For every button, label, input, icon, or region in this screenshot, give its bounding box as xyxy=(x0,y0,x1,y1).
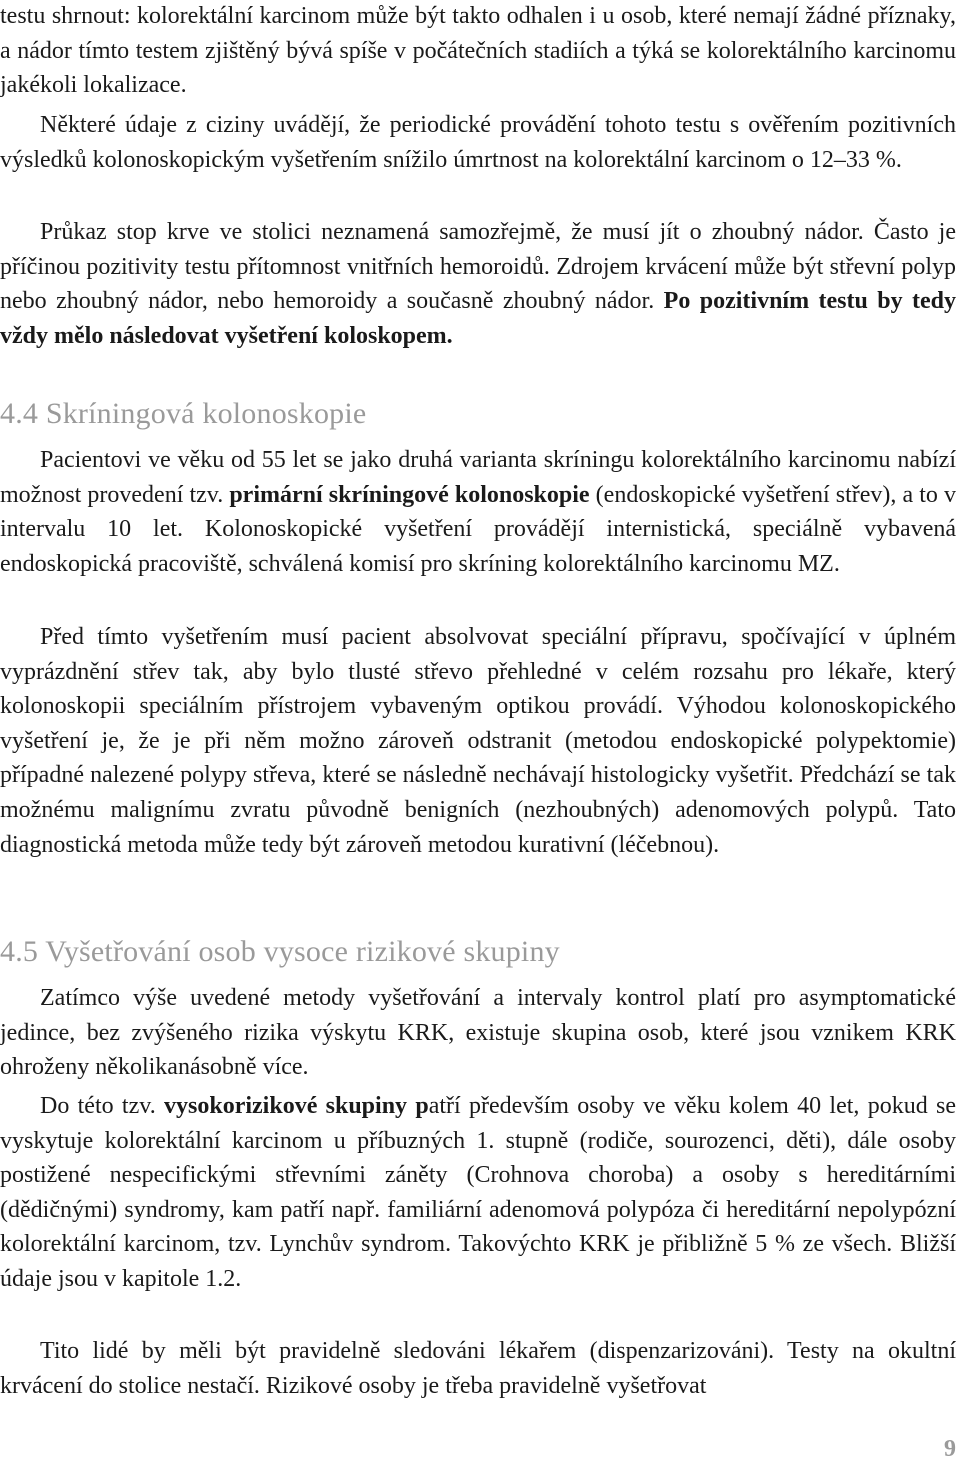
paragraph-foreign-data: Některé údaje z ciziny uvádějí, že periodické provádění tohoto testu s ověřením pozitivních výsledků kolonoskopickým vyšetřením snížilo úmrtnost na kolorektální karcinom o 12–33 %. xyxy=(0,112,956,173)
screening-bold-term: primární skríningové kolonoskopie xyxy=(229,481,590,508)
screening-text-a: Pacientovi ve věku od 55 let se jako druhá varianta skríningu kolorektálního karcinomu nabízí možnost provedení tzv. xyxy=(0,447,956,508)
paragraph-blood-test xyxy=(0,215,956,353)
blood-test-bold-conclusion: Po pozitivním testu by tedy vždy mělo následovat vyšetření koloskopem. xyxy=(0,288,956,349)
paragraph-screening-colonoscopy xyxy=(0,443,956,581)
paragraph-intro-continuation: testu shrnout: kolorektální karcinom může být takto odhalen i u osob, které nemají žádné příznaky, a nádor tímto testem zjištěný bývá spíše v počátečních stadiích a týká se kolorektálního karcinomu jakékoli lokalizace. xyxy=(0,3,956,99)
paragraph-risk-intro: Zatímco výše uvedené metody vyšetřování a intervaly kontrol platí pro asymptomatické jedince, bez zvýšeného rizika výskytu KRK, existuje skupina osob, které jsou vznikem KRK ohroženy několikanásobně více. xyxy=(0,985,956,1081)
screening-text-b: (endoskopické vyšetření střev), a to v intervalu 10 let. Kolonoskopické vyšetření provádějí internistická, speciálně vybavená endoskopická pracoviště, schválená komisí pro skríning kolorektálního karcinomu MZ. xyxy=(0,481,956,577)
paragraph-preparation: Před tímto vyšetřením musí pacient absolvovat speciální přípravu, spočívající v úplném vyprázdnění střev tak, aby bylo tlusté střevo přehledné v celém rozsahu pro lékaře, který kolonoskopii speciálním přístrojem vybaveným optikou provádí. Výhodou kolonoskopického vyšetření je, že je při něm možno zároveň odstranit (metodou endoskopické polypektomie) případné nalezené polypy střeva, které se následně nechávají histologicky vyšetřit. Předchází se tak možnému malignímu zvratu původně benigních (nezhoubných) adenomových polypů. Tato diagnostická metoda může tedy být zároveň metodou kurativní (léčebnou). xyxy=(0,624,956,858)
section-heading-4-5 xyxy=(0,934,560,970)
section-number-4-5: 4.5 xyxy=(0,935,39,968)
high-risk-text-b: atří především osoby ve věku kolem 40 let, pokud se vyskytuje kolorektální karcinom u příbuzných 1. stupně (rodiče, sourozenci, děti), dále osoby postižené nespecifickými střevními záněty (Crohnova choroba) a osoby s hereditárními (dědičnými) syndromy, kam patří např. familiární adenomová polypóza či hereditární nepolypózní kolorektální karcinom, tzv. Lynchův syndrom. Takovýchto KRK je přibližně 5 % ze všech. Bližší údaje jsou v kapitole 1.2. xyxy=(0,1093,957,1292)
paragraph-follow-up: Tito lidé by měli být pravidelně sledováni lékařem (dispenzarizováni). Testy na okultní krvácení do stolice nestačí. Rizikové osoby je třeba pravidelně vyšetřovat xyxy=(0,1338,956,1399)
section-number-4-4: 4.4 xyxy=(0,397,39,430)
section-title-4-4: Skríningová kolonoskopie xyxy=(45,397,367,430)
blood-test-text: Průkaz stop krve ve stolici neznamená samozřejmě, že musí jít o zhoubný nádor. Často je příčinou pozitivity testu přítomnost vnitřních hemoroidů. Zdrojem krvácení může být střevní polyp nebo zhoubný nádor, nebo hemoroidy a současně zhoubný nádor. xyxy=(0,219,956,315)
high-risk-bold-term: vysokorizikové skupiny p xyxy=(164,1093,429,1119)
section-heading-4-4 xyxy=(0,396,366,432)
paragraph-high-risk-group xyxy=(0,1089,956,1297)
page-number: 9 xyxy=(944,1436,956,1462)
section-title-4-5: Vyšetřování osob vysoce rizikové skupiny xyxy=(45,935,560,968)
high-risk-text-a: Do této tzv. xyxy=(40,1093,156,1119)
